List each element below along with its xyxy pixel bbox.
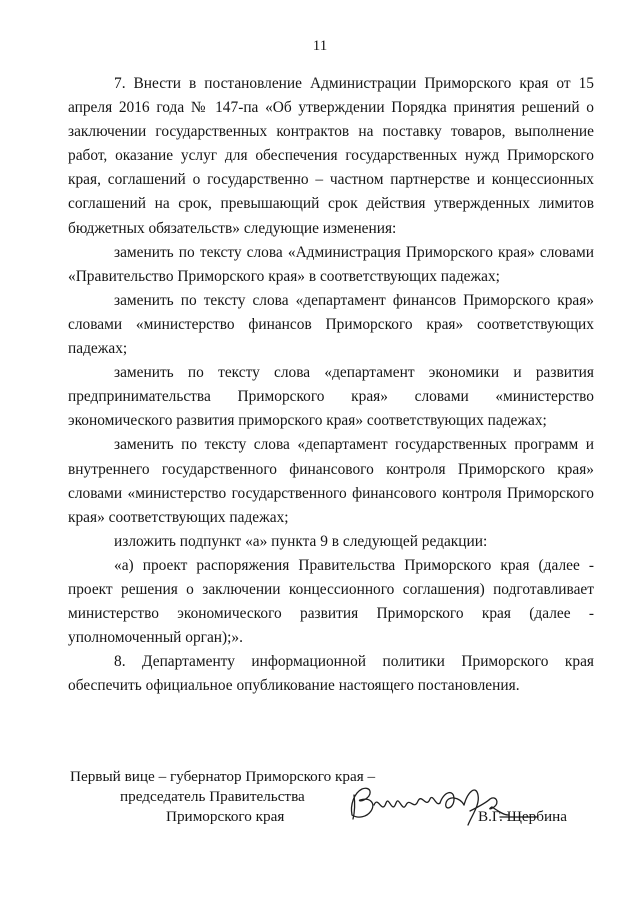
paragraph-replace-economy-department: заменить по тексту слова «департамент экономики и развития предпринимательства Приморского края» словами «министерство экономического развития приморского края» соответствующих падежах; — [68, 364, 594, 430]
signer-position-line-1: Первый вице – губернатор Приморского края – — [70, 768, 376, 785]
signer-position-line-2: председатель Правительства — [120, 788, 305, 805]
signer-name: В.Г. Щербина — [478, 808, 567, 825]
paragraph-replace-programs-department: заменить по тексту слова «департамент государственных программ и внутреннего государственного финансового контроля Приморского края» словами «министерство государственного финансового контроля Приморского края» соответствующих падежах; — [68, 436, 594, 526]
paragraph-replace-administration: заменить по тексту слова «Администрация Приморского края» словами «Правительство Приморского края» в соответствующих падежах; — [68, 243, 594, 285]
page-number: 11 — [312, 38, 328, 54]
paragraph-item-8: 8. Департаменту информационной политики Приморского края обеспечить официальное опубликование настоящего постановления. — [68, 653, 594, 695]
document-body — [68, 72, 594, 698]
paragraph-subclause-text: «а) проект распоряжения Правительства Приморского края (далее - проект решения о заключении концессионного соглашения) подготавливает министерство экономического развития Приморского края (далее - уполномоченный орган);». — [68, 556, 594, 647]
signature-block — [70, 767, 610, 847]
paragraph-replace-finance-department: заменить по тексту слова «департамент финансов Приморского края» словами «министерство финансов Приморского края» соответствующих падежах; — [68, 291, 594, 358]
paragraph-item-7: 7. Внести в постановление Администрации Приморского края от 15 апреля 2016 года № 147-па «Об утверждении Порядка принятия решений о заключении государственных контрактов на поставку товаров, выполнение работ, оказание услуг для обеспечения государственных нужд Приморского края, соглашений о государственно – частном партнерстве и концессионных соглашений на срок, превышающий срок действия утвержденных лимитов бюджетных обязательств» следующие изменения: — [68, 75, 594, 237]
signer-position-line-3: Приморского края — [166, 808, 285, 825]
paragraph-subclause-intro: изложить подпункт «а» пункта 9 в следующей редакции: — [114, 532, 488, 550]
